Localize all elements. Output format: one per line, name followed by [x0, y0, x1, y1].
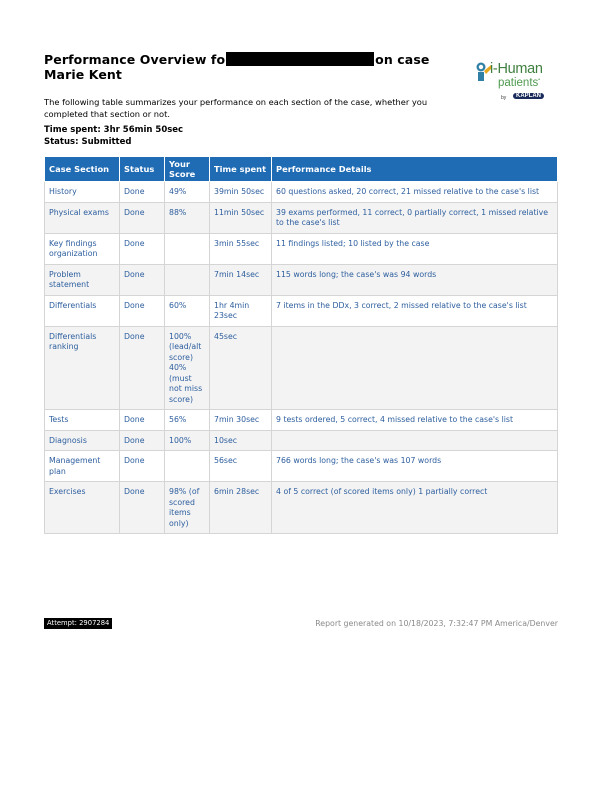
cell-time: 56sec: [210, 451, 272, 482]
table-row: [45, 482, 558, 534]
cell-details: 766 words long; the case's was 107 words: [272, 451, 558, 482]
cell-status: Done: [120, 451, 165, 482]
table-header-row: [45, 157, 558, 182]
cell-section: Tests: [45, 410, 120, 431]
title-prefix: Performance Overview fo: [44, 52, 226, 67]
cell-time: 7min 30sec: [210, 410, 272, 431]
title-suffix: on case Marie Kent: [44, 52, 430, 82]
cell-details: 7 items in the DDx, 3 correct, 2 missed relative to the case's list: [272, 295, 558, 326]
cell-score: 56%: [165, 410, 210, 431]
cell-time: 1hr 4min 23sec: [210, 295, 272, 326]
cell-score: 49%: [165, 182, 210, 203]
cell-details: 60 questions asked, 20 correct, 21 missed relative to the case's list: [272, 182, 558, 203]
cell-details: 9 tests ordered, 5 correct, 4 missed relative to the case's list: [272, 410, 558, 431]
cell-time: 7min 14sec: [210, 264, 272, 295]
time-spent: Time spent: 3hr 56min 50sec: [44, 125, 184, 135]
header-time: Time spent: [210, 157, 272, 182]
status-text: Status: Submitted: [44, 137, 132, 147]
cell-details: [272, 430, 558, 451]
report-footer: [44, 618, 557, 632]
cell-time: 3min 55sec: [210, 233, 272, 264]
cell-section: Diagnosis: [45, 430, 120, 451]
cell-time: 6min 28sec: [210, 482, 272, 534]
page-title: [44, 52, 464, 82]
cell-section: Differentials: [45, 295, 120, 326]
report-description: The following table summarizes your performance on each section of the case, whether you completed that section or not.: [44, 97, 428, 119]
cell-score: 98% (of scored items only): [165, 482, 210, 534]
ihuman-logo: [475, 62, 565, 108]
cell-score: 60%: [165, 295, 210, 326]
cell-section: Key findings organization: [45, 233, 120, 264]
table-row: [45, 264, 558, 295]
cell-details: 11 findings listed; 10 listed by the case: [272, 233, 558, 264]
header-score: Your Score: [165, 157, 210, 182]
cell-section: Differentials ranking: [45, 326, 120, 410]
cell-status: Done: [120, 182, 165, 203]
logo-by: by: [501, 95, 507, 101]
header-details: Performance Details: [272, 157, 558, 182]
cell-details: 115 words long; the case's was 94 words: [272, 264, 558, 295]
cell-status: Done: [120, 410, 165, 431]
cell-section: Problem statement: [45, 264, 120, 295]
cell-score: 100%: [165, 430, 210, 451]
table-row: [45, 295, 558, 326]
cell-section: History: [45, 182, 120, 203]
table-body: [45, 182, 558, 534]
cell-status: Done: [120, 482, 165, 534]
cell-status: Done: [120, 264, 165, 295]
cell-score: 88%: [165, 202, 210, 233]
attempt-id: Attempt: 2907284: [44, 618, 112, 629]
redacted-name: [226, 52, 374, 66]
header-status: Status: [120, 157, 165, 182]
report-header: [44, 52, 557, 101]
header-case-section: Case Section: [45, 157, 120, 182]
table-row: [45, 233, 558, 264]
cell-time: 39min 50sec: [210, 182, 272, 203]
cell-time: 10sec: [210, 430, 272, 451]
cell-section: Physical exams: [45, 202, 120, 233]
table-row: [45, 182, 558, 203]
cell-time: 11min 50sec: [210, 202, 272, 233]
cell-time: 45sec: [210, 326, 272, 410]
table-row: [45, 410, 558, 431]
cell-score: 100% (lead/alt score) 40% (must not miss score): [165, 326, 210, 410]
cell-details: 39 exams performed, 11 correct, 0 partially correct, 1 missed relative to the case's list: [272, 202, 558, 233]
cell-section: Management plan: [45, 451, 120, 482]
logo-brand: i-Human: [490, 61, 543, 77]
report-page: [44, 52, 557, 534]
cell-section: Exercises: [45, 482, 120, 534]
kaplan-badge: KAPLAN: [513, 93, 544, 99]
cell-status: Done: [120, 202, 165, 233]
cell-status: Done: [120, 326, 165, 410]
table-row: [45, 326, 558, 410]
table-row: [45, 451, 558, 482]
cell-details: 4 of 5 correct (of scored items only) 1 partially correct: [272, 482, 558, 534]
report-meta: [44, 124, 557, 148]
cell-score: [165, 451, 210, 482]
table-row: [45, 202, 558, 233]
cell-status: Done: [120, 233, 165, 264]
cell-score: [165, 233, 210, 264]
logo-subtitle: patients•: [498, 77, 541, 89]
cell-status: Done: [120, 430, 165, 451]
performance-table: [44, 156, 558, 534]
table-row: [45, 430, 558, 451]
generated-timestamp: Report generated on 10/18/2023, 7:32:47 PM America/Denver: [315, 619, 558, 628]
cell-score: [165, 264, 210, 295]
cell-status: Done: [120, 295, 165, 326]
cell-details: [272, 326, 558, 410]
